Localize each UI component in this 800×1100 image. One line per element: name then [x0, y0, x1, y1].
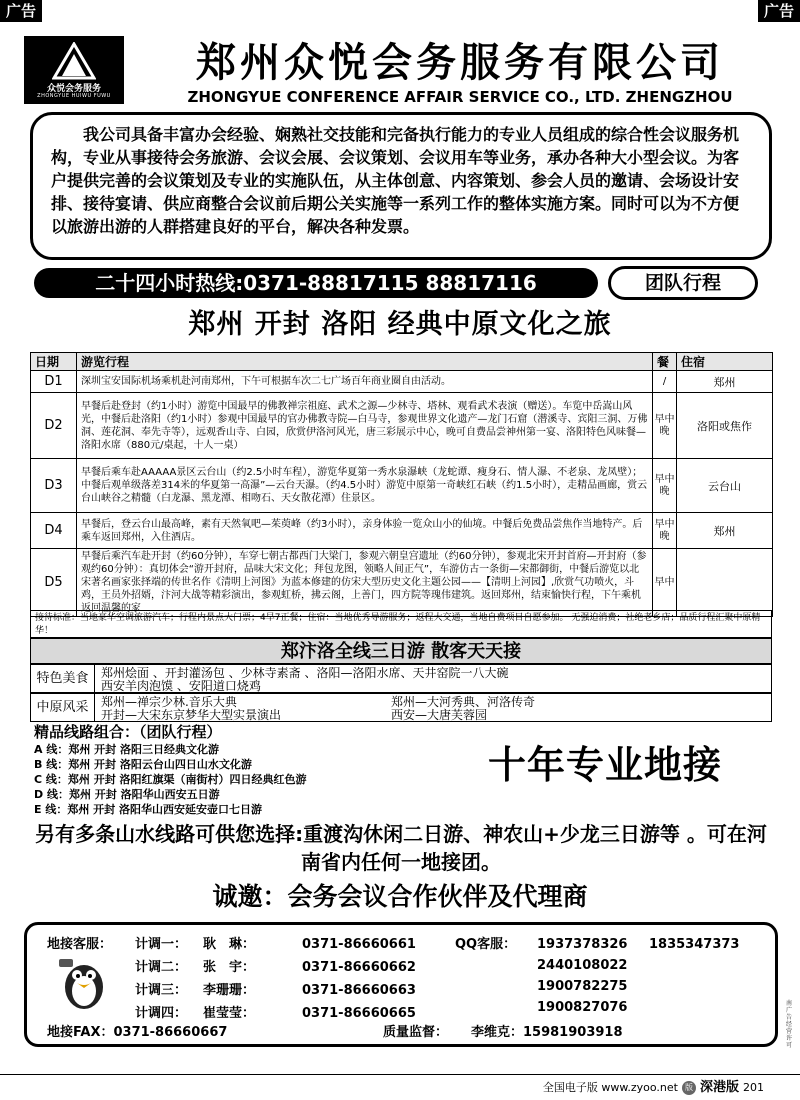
service-label: 地接客服： — [47, 937, 113, 952]
culture-body — [95, 694, 771, 721]
combo-list — [34, 742, 434, 817]
culture-item: 郑州—大河秀典、河洛传奇 — [391, 695, 536, 709]
food-line-2: 西安羊肉泡馍 、安阳道口烧鸡 — [101, 679, 261, 693]
hotel-cell: 云台山 — [677, 459, 773, 513]
culture-label: 中原风采 — [31, 694, 95, 721]
footer — [543, 1080, 764, 1096]
hotel-cell — [677, 549, 773, 617]
pro-slogan: 十年专业地接 — [487, 743, 722, 787]
more-routes: 另有多条山水线路可供您选择:重渡沟休闲二日游、神农山+少龙三日游等 。可在河南省内任何一地接团。 — [35, 822, 767, 874]
footer-site: 全国电子版 www.zyoo.net — [542, 1081, 678, 1094]
service-terms: 接待标准：当地豪华空调旅游汽车；行程内景点大门票；4早7正餐；住宿：当地优秀导游服务；返程大交通，当地自费项目自愿参加。 无强迫消费；社绝老乡店；品质行程汇聚中原精华！ — [30, 610, 772, 638]
staff-role: 计调二： — [135, 960, 188, 975]
staff-phone: 0371-86660663 — [302, 983, 416, 998]
desc-cell: 早餐后乘汽车赴开封（约60分钟），车穿七朝古都西门大梁门，参观六朝皇宫遗址（约60分钟），参观北宋开封首府—开封府（参观约60分钟）：真切体会“游开封府，品味大宋文化；拜包龙图，领略人间正气”，车游仿古一条街—宋都御街，中餐后游览以北宋著名画家张择端的传世名作《清明上河图》为蓝本修建的仿宋大型历史文化主题公园——【清明上河园】,欣赏气功喷火，斗鸡，王员外招婿，汴河大战等精彩演出，参观虹桥，拂云阁，上善门，四方院等瑰伟建筑。返回郑州，结束愉快行程，下午乘机返回温馨的家 — [77, 549, 653, 617]
meal-cell: 早中 — [653, 549, 677, 617]
staff-role: 计调一： — [135, 937, 188, 952]
list-item: E 线：郑州 开封 洛阳华山西安延安壶口七日游 — [34, 803, 263, 816]
culture-pair-2 — [101, 709, 765, 722]
staff-name: 崔莹莹： — [203, 1006, 256, 1021]
staff-role: 计调三： — [135, 983, 188, 998]
qq-number: 1835347373 — [649, 937, 740, 952]
meal-cell: 早中晚 — [653, 513, 677, 549]
qq-number: 1900827076 — [537, 1000, 628, 1015]
staff-phone: 0371-86660665 — [302, 1006, 416, 1021]
list-item: C 线：郑州 开封 洛阳红旗渠（南街村）四日经典红色游 — [34, 773, 307, 786]
staff-role: 计调四： — [135, 1006, 188, 1021]
food-row — [30, 664, 772, 693]
team-tour-badge: 团队行程 — [608, 266, 758, 300]
day-cell: D3 — [31, 459, 77, 513]
desc-cell: 早餐后，登云台山最高峰，素有天然氧吧—茱萸峰（约3小时），亲身体验一览众山小的仙境。中餐后免费品尝焦作当地特产。后乘车返回郑州，入住酒店。 — [77, 513, 653, 549]
header-hotel: 住宿 — [677, 353, 773, 371]
food-label: 特色美食 — [31, 665, 95, 692]
quality-contact: 李维克：15981903918 — [471, 1025, 623, 1040]
table-row — [31, 459, 773, 513]
culture-row — [30, 693, 772, 722]
meal-cell: 早中晚 — [653, 393, 677, 459]
logo-name-cn: 众悦会务服务 — [46, 84, 101, 94]
company-name-en: ZHONGYUE CONFERENCE AFFAIR SERVICE CO., LTD. ZHENGZHOU — [187, 88, 733, 106]
qq-number: 1937378326 — [537, 937, 628, 952]
meal-cell: 早中晚 — [653, 459, 677, 513]
list-item: A 线：郑州 开封 洛阳三日经典文化游 — [34, 743, 220, 756]
food-line-1: 郑州烩面 、开封灌汤包 、少林寺素斋 、洛阳—洛阳水席、天井窑院一八大碗 — [101, 666, 509, 680]
qq-number: 1900782275 — [537, 979, 628, 994]
culture-item: 开封—大宋东京梦华大型实景演出 — [101, 708, 282, 722]
company-name-cn: 郑州众悦会务服务有限公司 — [196, 40, 724, 86]
hotel-cell: 郑州 — [677, 371, 773, 393]
itinerary-table — [30, 352, 773, 617]
staff-name: 耿 琳： — [203, 937, 256, 952]
ad-label-left: 广告 — [0, 0, 42, 22]
desc-cell: 早餐后乘车赴AAAAA景区云台山（约2.5小时车程），游览华夏第一秀水泉瀑峡（龙蛇谭、瘦身石、情人瀑、不老泉、龙凤壁）；中餐后观单级落差314米的华夏第一高瀑”—云台天瀑。（约4.5小时）游览中原第一奇峡红石峡（约1.5小时），走精品画廊，赏云台山峡谷之精髓（白龙瀑、黑龙潭、相吻石、天女散花潭）住景区。 — [77, 459, 653, 513]
table-row — [31, 513, 773, 549]
meal-cell: / — [653, 371, 677, 393]
day-cell: D5 — [31, 549, 77, 617]
list-item: D 线：郑州 开封 洛阳华山西安五日游 — [34, 788, 220, 801]
staff-name: 张 宇： — [203, 960, 256, 975]
side-note: 南广告经营许可 — [786, 1000, 793, 1049]
footer-edition: 深港版 — [699, 1080, 739, 1095]
mountain-logo-icon — [52, 42, 96, 80]
page-number: 201 — [743, 1081, 764, 1094]
fax-number: 地接FAX：0371-86660667 — [47, 1025, 228, 1040]
ad-label-right: 广告 — [758, 0, 800, 22]
day-cell: D4 — [31, 513, 77, 549]
staff-name: 李珊珊： — [203, 983, 256, 998]
staff-phone: 0371-86660661 — [302, 937, 416, 952]
food-body — [95, 665, 771, 692]
day-cell: D1 — [31, 371, 77, 393]
company-logo — [24, 36, 124, 104]
logo-name-en: ZHONGYUE HUIWU FUWU — [37, 93, 111, 99]
table-row — [31, 393, 773, 459]
hotline-banner: 二十四小时热线:0371-88817115 88817116 — [34, 268, 598, 298]
table-row — [31, 549, 773, 617]
day-cell: D2 — [31, 393, 77, 459]
hotel-cell: 郑州 — [677, 513, 773, 549]
qq-number: 2440108022 — [537, 958, 628, 973]
itinerary-header — [31, 353, 773, 371]
combo-title: 精品线路组合：（团队行程） — [34, 723, 222, 741]
hotel-cell: 洛阳或焦作 — [677, 393, 773, 459]
header-meal: 餐 — [653, 353, 677, 371]
penguin-mascot-icon — [57, 953, 111, 1011]
desc-cell: 深圳宝安国际机场乘机赴河南郑州，下午可根据车次二七广场百年商业圈自由活动。 — [77, 371, 653, 393]
quality-label: 质量监督： — [383, 1025, 449, 1040]
list-item: B 线：郑州 开封 洛阳云台山四日山水文化游 — [34, 758, 252, 771]
staff-phone: 0371-86660662 — [302, 960, 416, 975]
culture-item: 郑州—禅宗少林.音乐大典 — [101, 695, 237, 709]
partner-invite: 诚邀：会务会议合作伙伴及代理商 — [212, 882, 588, 911]
footer-divider — [0, 1074, 800, 1075]
route-title: 郑州 开封 洛阳 经典中原文化之旅 — [188, 309, 612, 340]
daily-tour-banner: 郑汴洛全线三日游 散客天天接 — [30, 638, 772, 664]
desc-cell: 早餐后赴登封（约1小时）游览中国最早的佛教禅宗祖庭、武术之源—少林寺、塔林、观看武术表演（赠送）。车览中岳嵩山风光，中餐后赴洛阳（约1小时）参观中国最早的官办佛教寺院—白马寺，参观世界文化遗产—龙门石窟（潜溪寺、宾阳三洞、万佛洞、莲花洞、奉先寺等），远观香山寺、白园，欣赏伊洛河风光，唐三彩展示中心，晚可自费品尝神州第一宴、洛阳特色风味餐—洛阳水席（880元/桌起，十人一桌） — [77, 393, 653, 459]
header-day: 日期 — [31, 353, 77, 371]
header-route: 游览行程 — [77, 353, 653, 371]
company-intro: 我公司具备丰富办会经验、娴熟社交技能和完备执行能力的专业人员组成的综合性会议服务机构，专业从事接待会务旅游、会议会展、会议策划、会议用车等业务，承办各种大小型会议。为客户提供完善的会议策划及专业的实施队伍，从主体创意、内容策划、参会人员的邀请、会场设计安排、接待宴请、供应商整合会议前后期公关实施等一系列工作的整体实施方案。同时可以为不方便以旅游出游的人群搭建良好的平台，解决各种发票。 — [30, 112, 772, 260]
qq-label: QQ客服： — [455, 937, 517, 952]
contact-box — [24, 922, 778, 1047]
table-row — [31, 371, 773, 393]
edition-icon: 版 — [682, 1081, 696, 1095]
culture-item: 西安—大唐芙蓉园 — [391, 708, 488, 722]
